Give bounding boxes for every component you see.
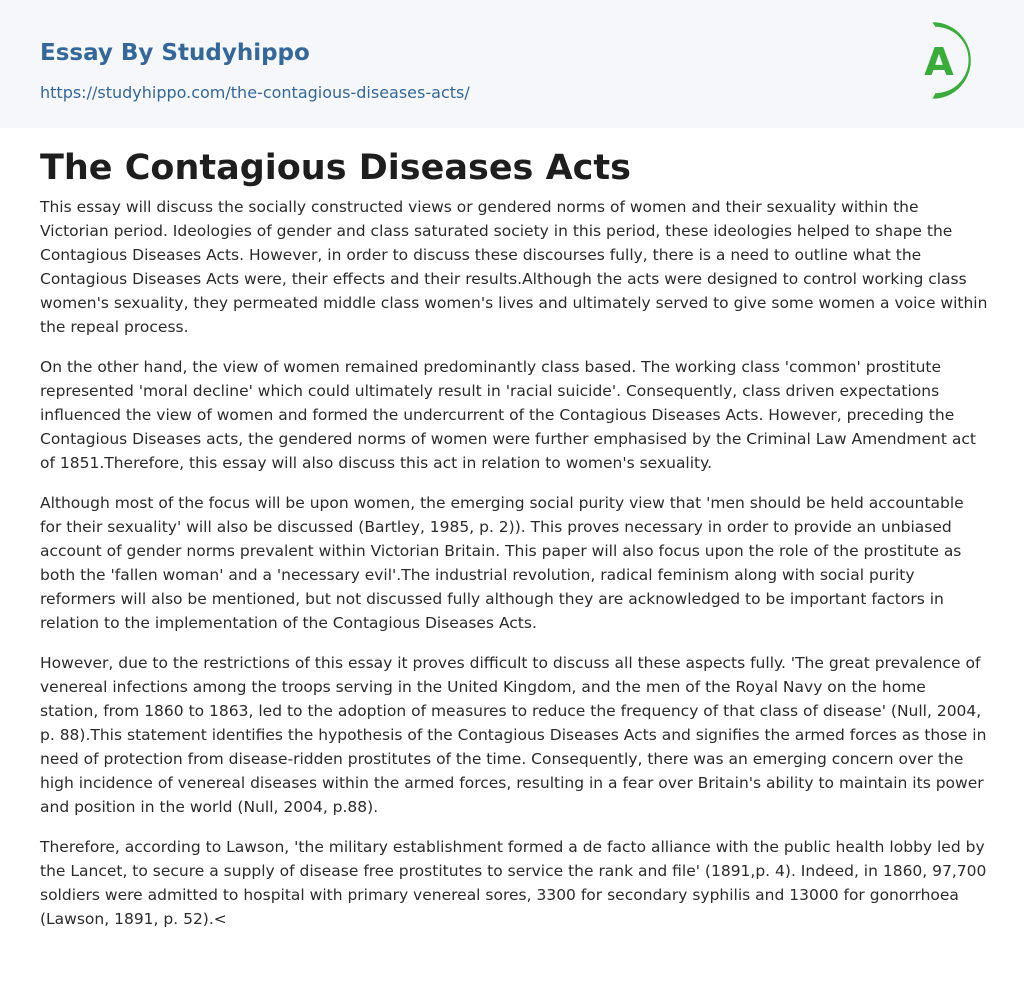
- paragraph-4: However, due to the restrictions of this essay it proves difficult to discuss all these aspects fully. 'The great prevalence of venereal infections among the troops serving in the United Kingdom, and the men of the Royal Navy on the home station, from 1860 to 1863, led to the adoption of measures to reduce the frequency of that class of disease' (Null, 2004, p. 88).This statement identifies the hypothesis of the Contagious Diseases Acts and signifies the armed forces as those in need of protection from disease-ridden prostitutes of the time. Consequently, there was an emerging concern over the high incidence of venereal diseases within the armed forces, resulting in a fear over Britain's ability to maintain its power and position in the world (Null, 2004, p.88).: [40, 654, 987, 816]
- paragraph-3: Although most of the focus will be upon women, the emerging social purity view that 'men should be held accountable for their sexuality' will also be discussed (Bartley, 1985, p. 2)). This proves necessary in order to provide an unbiased account of gender norms prevalent within Victorian Britain. This paper will also focus upon the role of the prostitute as both the 'fallen woman' and a 'necessary evil'.The industrial revolution, radical feminism along with social purity reformers will also be mentioned, but not discussed fully although they are acknowledged to be important factors in relation to the implementation of the Contagious Diseases Acts.: [40, 494, 964, 632]
- article-title: The Contagious Diseases Acts: [40, 148, 631, 188]
- studyhippo-logo-icon[interactable]: [912, 19, 986, 105]
- source-url-link[interactable]: https://studyhippo.com/the-contagious-diseases-acts/: [40, 83, 470, 102]
- logo-letter: A: [924, 40, 954, 84]
- site-header: [0, 0, 1024, 128]
- paragraph-1: This essay will discuss the socially constructed views or gendered norms of women and their sexuality within the Victorian period. Ideologies of gender and class saturated society in this period, these ideologies helped to shape the Contagious Diseases Acts. However, in order to discuss these discourses fully, there is a need to outline what the Contagious Diseases Acts were, their effects and their results.Although the acts were designed to control working class women's sexuality, they permeated middle class women's lives and ultimately served to give some women a voice within the repeal process.: [40, 198, 988, 336]
- article-body: [40, 195, 988, 947]
- paragraph-5: Therefore, according to Lawson, 'the military establishment formed a de facto alliance with the public health lobby led by the Lancet, to secure a supply of disease free prostitutes to service the rank and file' (1891,p. 4). Indeed, in 1860, 97,700 soldiers were admitted to hospital with primary venereal sores, 3300 for secondary syphilis and 13000 for gonorrhoea (Lawson, 1891, p. 52).<: [40, 838, 987, 928]
- paragraph-2: On the other hand, the view of women remained predominantly class based. The working class 'common' prostitute represented 'moral decline' which could ultimately result in 'racial suicide'. Consequently, class driven expectations influenced the view of women and formed the undercurrent of the Contagious Diseases Acts. However, preceding the Contagious Diseases acts, the gendered norms of women were further emphasised by the Criminal Law Amendment act of 1851.Therefore, this essay will also discuss this act in relation to women's sexuality.: [40, 358, 976, 472]
- site-title[interactable]: Essay By Studyhippo: [40, 40, 310, 66]
